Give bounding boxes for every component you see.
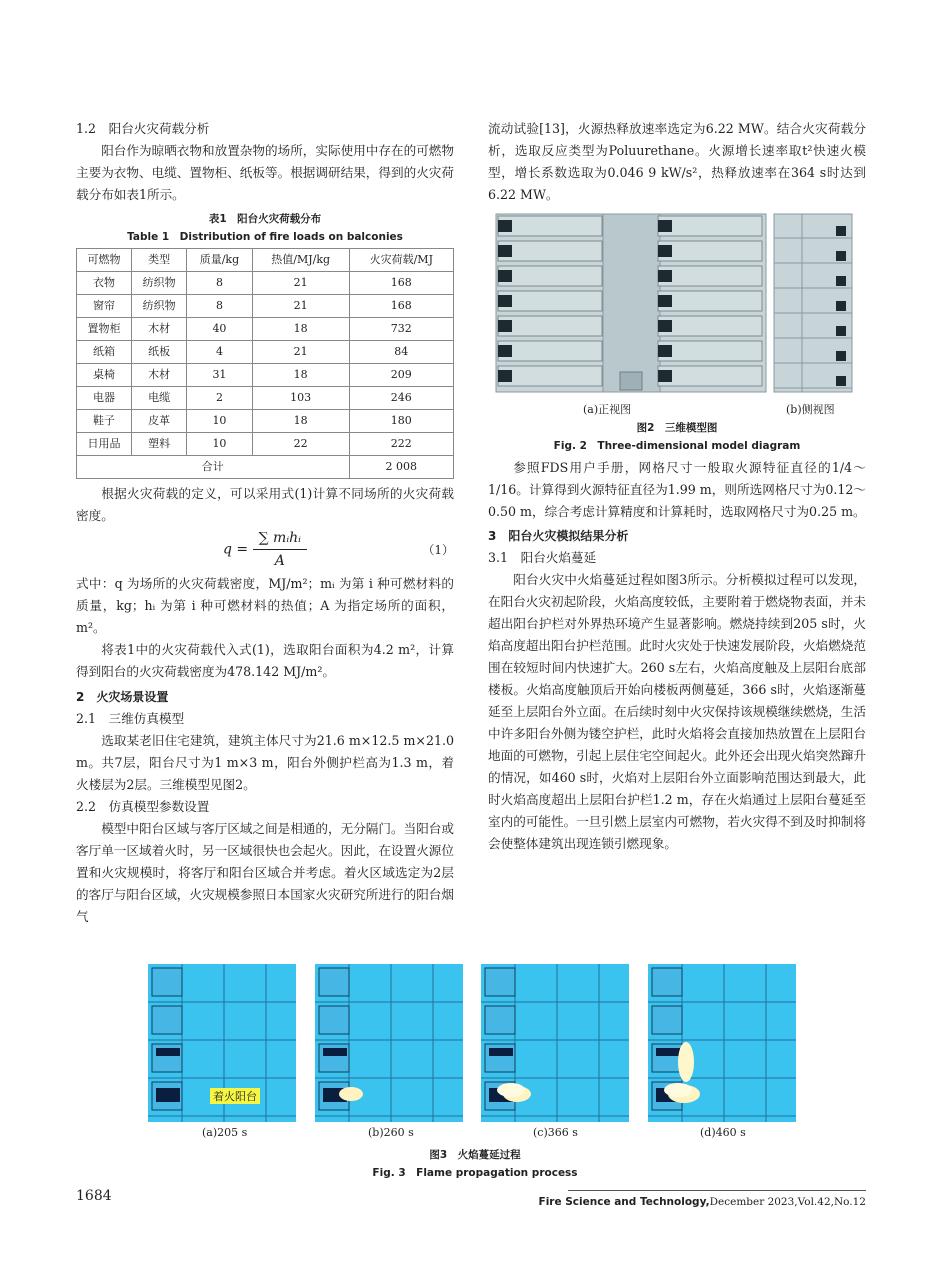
side-balcony <box>836 376 846 386</box>
figure-3-flame-propagation <box>148 964 798 1122</box>
section-heading-1-2: 1.2 阳台火灾荷载分析 <box>76 121 210 136</box>
table-cell: 衣物 <box>77 272 132 295</box>
balcony-block <box>658 366 762 386</box>
paragraph-3-1: 阳台火灾中火焰蔓延过程如图3所示。分析模拟过程可以发现，在阳台火灾初起阶段，火焰高度较低，主要附着于燃烧物表面，并未超出阳台护栏对外界热环境产生显著影响。燃烧持续到205 s时，火焰高度超出阳台护栏范围。此时火灾处于快速发展阶段，火焰燃烧范围在较短时间内快速扩大。260 s左右，火焰高度触及上层阳台底部楼板。火焰高度触顶后开始向楼板两侧蔓延，366 s时，火焰逐渐蔓延至上层阳台外立面。在后续时刻中火灾保持该规模继续燃烧，生活中许多阳台外侧为镂空护栏，此时火焰将会直接加热放置在上层阳台地面的可燃物，引起上层住宅空间起火。此外还会出现火焰突然蹿升的情况，如460 s时，火焰对上层阳台外立面影响范围达到最大，此时火焰高度超出上层阳台护栏1.2 m，存在火焰通过上层阳台蔓延至室内的可能性。一旦引燃上层室内可燃物，若火灾得不到及时抑制将会使整体建筑出现连锁引燃现象。 <box>488 572 866 851</box>
balcony-opening <box>498 345 512 357</box>
section-heading-2: 2 火灾场景设置 <box>76 690 169 704</box>
balcony-opening <box>498 320 512 332</box>
balcony-opening <box>658 245 672 257</box>
front-view-balconies-left <box>498 216 602 386</box>
three-dimensional-model-image <box>488 212 866 402</box>
fire-balcony-label: 着火阳台 <box>210 1088 260 1104</box>
paragraph-1-2: 阳台作为晾晒衣物和放置杂物的场所，实际使用中存在的可燃物主要为衣物、电缆、置物柜、纸板等。根据调研结果，得到的火灾荷载分布如表1所示。 <box>76 143 454 202</box>
formula-1 <box>76 527 454 573</box>
fig3-subcaption-d: (d)460 s <box>700 1126 746 1139</box>
paragraph-2-2: 模型中阳台区域与客厅区域之间是相通的，无分隔门。当阳台或客厅单一区域着火时，另一区域很快也会起火。因此，在设置火源位置和火灾规模时，将客厅和阳台区域合并考虑。着火区域选定为2层的客厅与阳台区域，火灾规模参照日本国家火灾研究所进行的阳台烟气 <box>76 821 454 924</box>
table-cell: 21 <box>252 341 349 364</box>
figure-2 <box>488 212 866 417</box>
table-cell: 木材 <box>132 364 187 387</box>
formula-denominator: A <box>274 553 285 569</box>
balcony-interior <box>656 1048 680 1056</box>
fig2-caption-en: Fig. 2 Three-dimensional model diagram <box>553 440 801 452</box>
side-balcony <box>836 326 846 336</box>
paragraph-2-1: 选取某老旧住宅建筑，建筑主体尺寸为21.6 m×12.5 m×21.0 m。共7层，阳台尺寸为1 m×3 m，阳台外侧护栏高为1.3 m，着火楼层为2层。三维模型见图2。 <box>76 733 454 792</box>
table-cell: 2 <box>187 387 253 410</box>
table-cell: 31 <box>187 364 253 387</box>
fire-load-table <box>76 248 454 479</box>
paragraph-right-1: 流动试验[13]，火源热释放速率选定为6.22 MW。结合火灾荷载分析，选取反应类型为Poluurethane。火源增长速率取t²快速火模型，增长系数选取为0.046 9 kW/s²，热释放速率在364 s时达到6.22 MW。 <box>488 121 866 202</box>
fig3-panel-d <box>648 964 796 1122</box>
table-cell: 窗帘 <box>77 295 132 318</box>
fire-balcony-interior <box>156 1088 180 1102</box>
table-cell: 18 <box>252 364 349 387</box>
table-cell: 209 <box>349 364 453 387</box>
table-cell: 168 <box>349 272 453 295</box>
table-cell: 木材 <box>132 318 187 341</box>
table-total-row <box>77 456 454 479</box>
balcony-opening <box>658 370 672 382</box>
balcony-opening <box>658 295 672 307</box>
flame <box>664 1083 692 1097</box>
formula-lhs: q = <box>223 541 249 558</box>
balcony-interior <box>156 1048 180 1056</box>
table-cell: 纺织物 <box>132 295 187 318</box>
table-header-cell: 质量/kg <box>187 249 253 272</box>
fig3-caption-en: Fig. 3 Flame propagation process <box>372 1167 578 1179</box>
table-cell: 置物柜 <box>77 318 132 341</box>
front-view-balconies-right <box>658 216 762 386</box>
balcony-opening <box>658 270 672 282</box>
table1-title-cn: 表1 阳台火灾荷载分布 <box>208 213 322 225</box>
fig3-panel-b <box>315 964 463 1122</box>
balcony-interior <box>323 1048 347 1056</box>
table-cell: 732 <box>349 318 453 341</box>
fig3-subcaption-b: (b)260 s <box>368 1126 414 1139</box>
table-cell: 4 <box>187 341 253 364</box>
table-row <box>77 272 454 295</box>
balcony-block <box>658 266 762 286</box>
footer-rule <box>568 1190 866 1191</box>
fig3-subcaption-a: (a)205 s <box>202 1126 248 1139</box>
balcony-block <box>498 266 602 286</box>
journal-issue: December 2023,Vol.42,No.12 <box>709 1196 866 1208</box>
side-balcony <box>836 251 846 261</box>
paragraph-variables: 式中：q 为场所的火灾荷载密度，MJ/m²；mᵢ 为第 i 种可燃材料的质量，kg；hᵢ 为第 i 种可燃材料的热值；A 为指定场所的面积，m²。 <box>76 576 454 635</box>
table-cell: 8 <box>187 295 253 318</box>
balcony-block <box>658 316 762 336</box>
table-cell: 21 <box>252 295 349 318</box>
table-total-value: 2 008 <box>349 456 453 479</box>
balcony-block <box>498 291 602 311</box>
journal-footer <box>539 1196 866 1208</box>
table-cell: 8 <box>187 272 253 295</box>
table-header-cell: 类型 <box>132 249 187 272</box>
table-cell: 21 <box>252 272 349 295</box>
balcony-opening <box>658 320 672 332</box>
table-cell: 84 <box>349 341 453 364</box>
paragraph-grid: 参照FDS用户手册，网格尺寸一般取火源特征直径的1/4～1/16。计算得到火源特征直径为1.99 m，则所选网格尺寸为0.12～0.50 m，综合考虑计算精度和计算耗时，选取网格尺寸为0.25 m。 <box>488 460 866 519</box>
table-row <box>77 295 454 318</box>
balcony <box>485 968 515 996</box>
table-row <box>77 433 454 456</box>
equation-number: （1） <box>422 543 454 557</box>
balcony-block <box>658 291 762 311</box>
balcony-opening <box>658 220 672 232</box>
table-cell: 皮革 <box>132 410 187 433</box>
balcony <box>319 968 349 996</box>
left-column <box>76 118 454 928</box>
balcony-opening <box>498 370 512 382</box>
balcony-block <box>498 366 602 386</box>
table-cell: 246 <box>349 387 453 410</box>
side-balcony <box>836 226 846 236</box>
fig3-subcaption-c: (c)366 s <box>533 1126 578 1139</box>
table-total-label: 合计 <box>77 456 350 479</box>
table-row <box>77 318 454 341</box>
table-row <box>77 341 454 364</box>
balcony-block <box>658 341 762 361</box>
fig3-panel-c-image <box>481 964 629 1122</box>
side-balcony <box>836 301 846 311</box>
fig3-panel-a <box>148 964 296 1122</box>
side-balcony <box>836 276 846 286</box>
table-header-cell: 热值/MJ/kg <box>252 249 349 272</box>
balcony-block <box>498 341 602 361</box>
table-cell: 纸箱 <box>77 341 132 364</box>
table-row <box>77 410 454 433</box>
table-cell: 日用品 <box>77 433 132 456</box>
table-cell: 180 <box>349 410 453 433</box>
balcony-block <box>658 216 762 236</box>
balcony-opening <box>658 345 672 357</box>
table-cell: 168 <box>349 295 453 318</box>
table-cell: 鞋子 <box>77 410 132 433</box>
balcony <box>652 1006 682 1034</box>
table-cell: 18 <box>252 318 349 341</box>
table-cell: 103 <box>252 387 349 410</box>
fig2-subcaption-a: (a)正视图 <box>583 403 632 416</box>
table1-title-en: Table 1 Distribution of fire loads on balconies <box>127 231 403 243</box>
fig3-panel-b-image <box>315 964 463 1122</box>
balcony-opening <box>498 270 512 282</box>
fig3-panel-d-image <box>648 964 796 1122</box>
balcony-interior <box>489 1048 513 1056</box>
table-cell: 10 <box>187 410 253 433</box>
table-cell: 电缆 <box>132 387 187 410</box>
page-number: 1684 <box>76 1188 112 1204</box>
fig3-panel-c <box>481 964 629 1122</box>
section-heading-2-2: 2.2 仿真模型参数设置 <box>76 799 210 814</box>
section-heading-3-1: 3.1 阳台火焰蔓延 <box>488 550 597 565</box>
balcony-opening <box>498 220 512 232</box>
balcony-block <box>658 241 762 261</box>
balcony-opening <box>498 295 512 307</box>
balcony-block <box>498 316 602 336</box>
flame <box>497 1083 525 1097</box>
journal-name: Fire Science and Technology, <box>538 1196 710 1208</box>
table-cell: 塑料 <box>132 433 187 456</box>
formula-numerator: ∑ mᵢhᵢ <box>253 527 307 550</box>
paragraph-definition: 根据火灾荷载的定义，可以采用式(1)计算不同场所的火灾荷载密度。 <box>76 486 454 523</box>
balcony <box>652 968 682 996</box>
section-heading-3: 3 阳台火灾模拟结果分析 <box>488 529 629 543</box>
fig3-caption-cn: 图3 火焰蔓延过程 <box>429 1149 521 1161</box>
right-column <box>488 118 866 855</box>
table-cell: 40 <box>187 318 253 341</box>
balcony <box>319 1006 349 1034</box>
table-cell: 电器 <box>77 387 132 410</box>
balcony-block <box>498 216 602 236</box>
balcony <box>485 1006 515 1034</box>
table-cell: 纺织物 <box>132 272 187 295</box>
table-cell: 纸板 <box>132 341 187 364</box>
table-cell: 10 <box>187 433 253 456</box>
balcony-block <box>498 241 602 261</box>
flame <box>339 1087 363 1101</box>
table-row <box>77 364 454 387</box>
balcony-opening <box>498 245 512 257</box>
table-cell: 18 <box>252 410 349 433</box>
fig2-caption-cn: 图2 三维模型图 <box>636 422 718 434</box>
table-header-cell: 火灾荷载/MJ <box>349 249 453 272</box>
side-balcony <box>836 351 846 361</box>
flame-plume <box>678 1042 694 1082</box>
paragraph-calculation: 将表1中的火灾荷载代入式(1)，选取阳台面积为4.2 m²，计算得到阳台的火灾荷载密度为478.142 MJ/m²。 <box>76 642 454 679</box>
balcony <box>152 1006 182 1034</box>
table-header-row <box>77 249 454 272</box>
formula-fraction <box>253 527 307 572</box>
table-cell: 桌椅 <box>77 364 132 387</box>
table-cell: 22 <box>252 433 349 456</box>
fig2-subcaption-b: (b)侧视图 <box>786 403 835 416</box>
balcony <box>152 968 182 996</box>
section-heading-2-1: 2.1 三维仿真模型 <box>76 711 185 726</box>
table-cell: 222 <box>349 433 453 456</box>
table-header-cell: 可燃物 <box>77 249 132 272</box>
table-row <box>77 387 454 410</box>
